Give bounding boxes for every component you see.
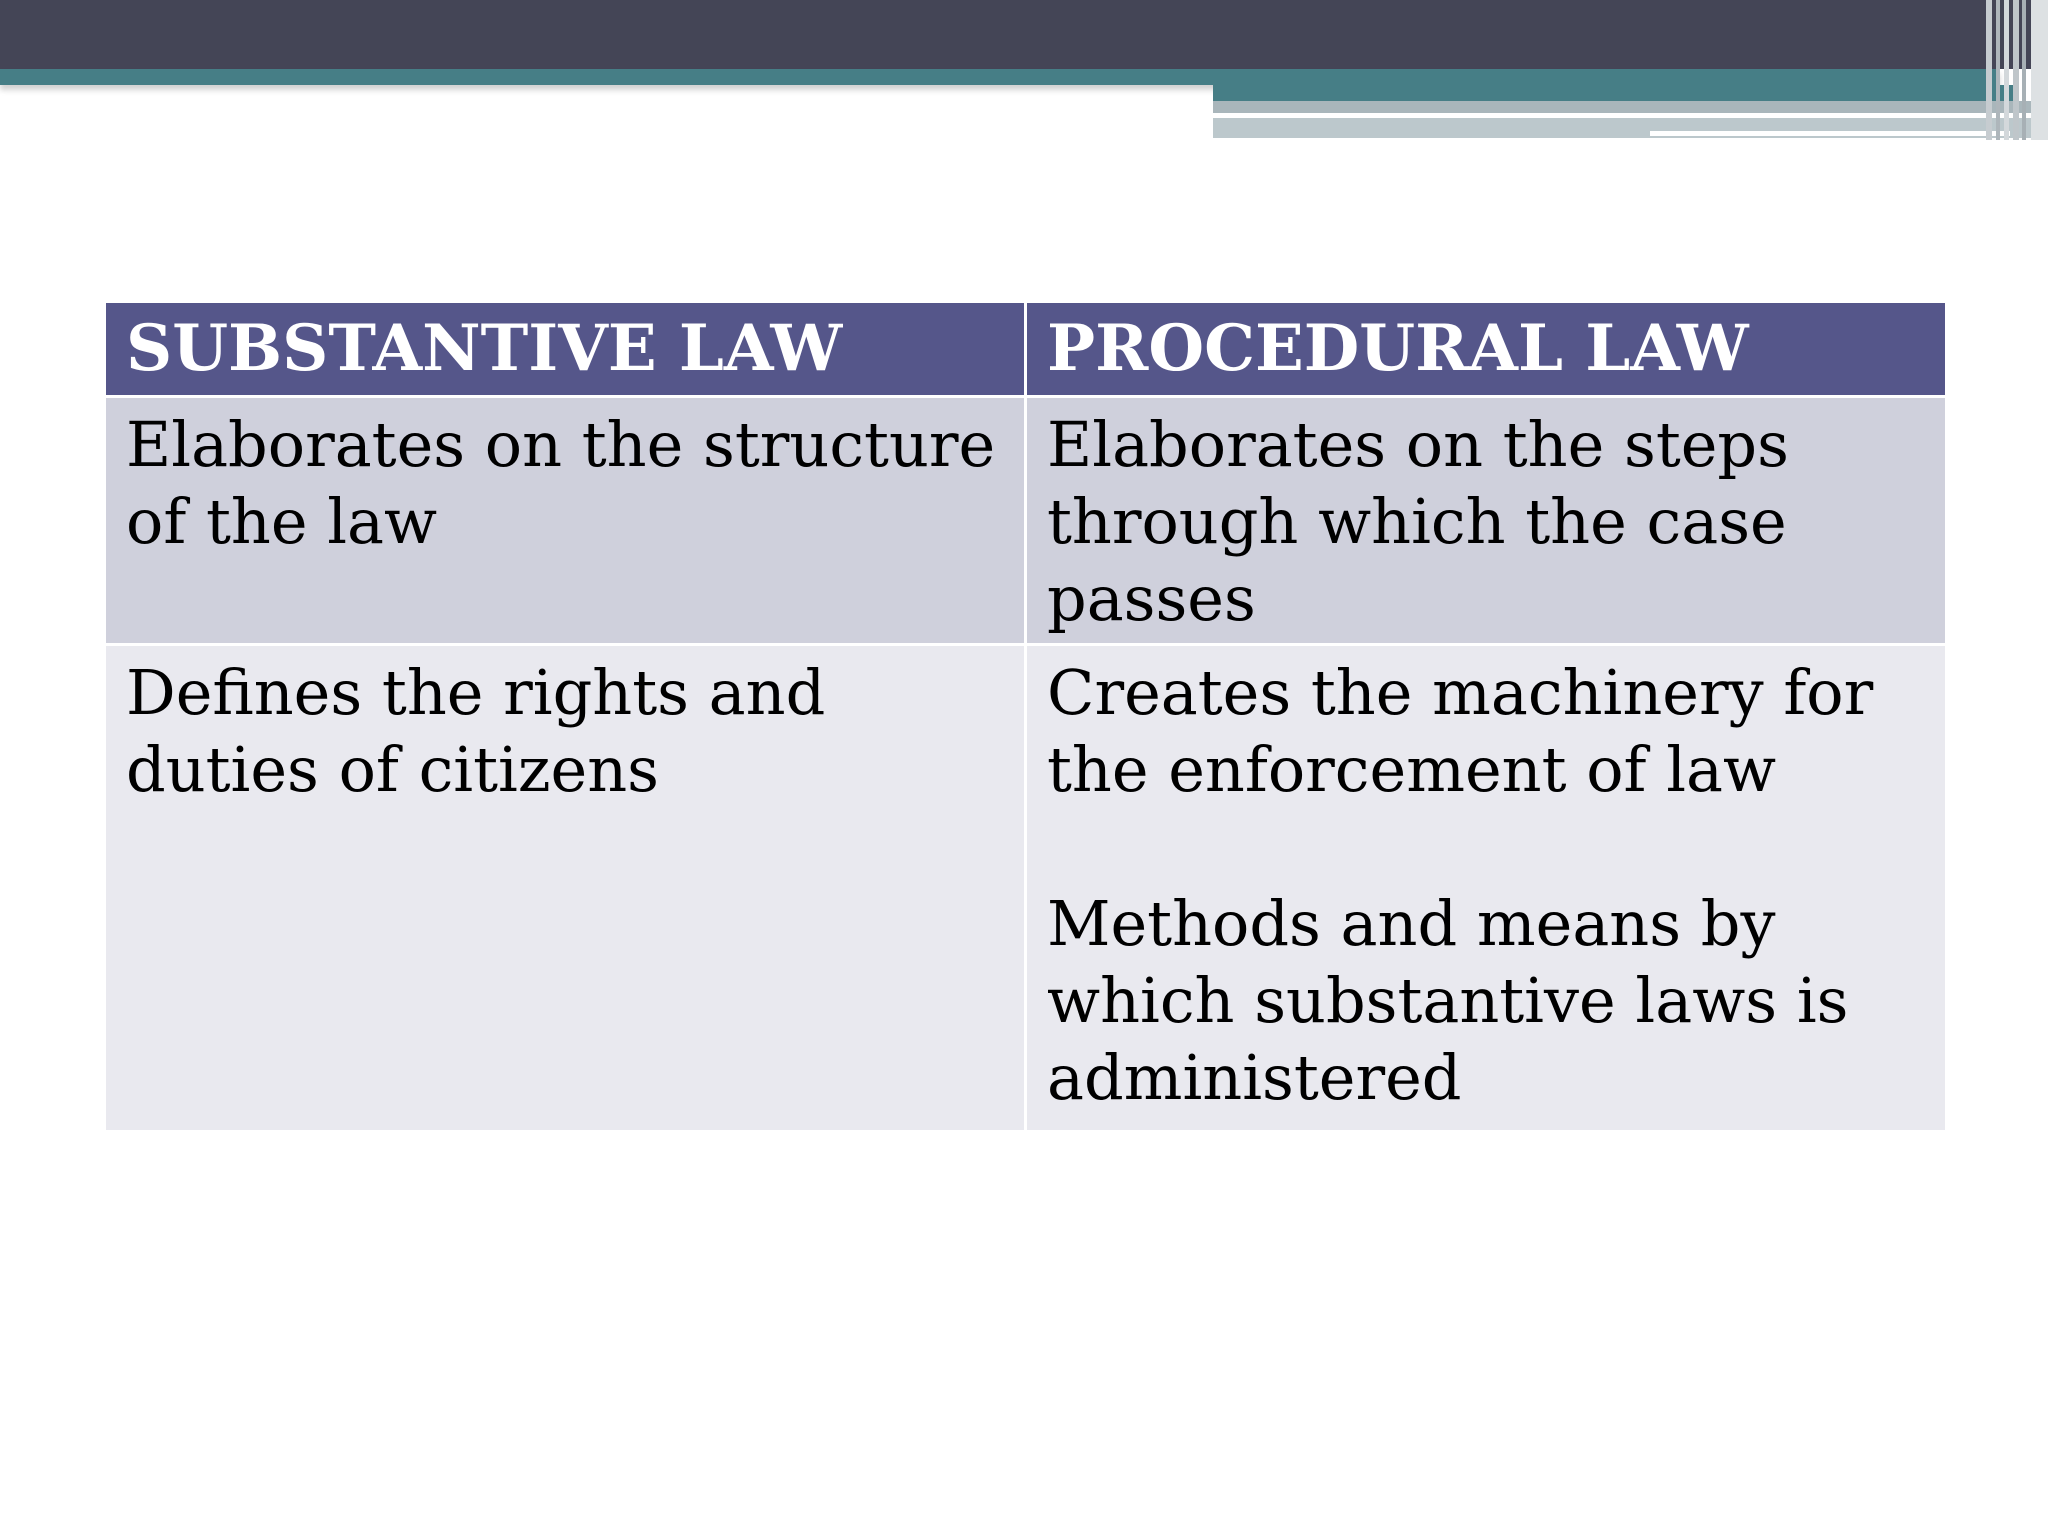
cell-text: Elaborates on the steps through which the case passes	[1047, 408, 1789, 635]
cell-procedural	[1026, 397, 1947, 645]
cell-text: Creates the machinery for the enforcement of law	[1047, 656, 1874, 806]
table-row	[105, 645, 1947, 1132]
decorative-vertical-bar	[2031, 0, 2048, 140]
decorative-vertical-bar	[2013, 0, 2019, 140]
decorative-vertical-bar	[1986, 0, 1992, 140]
comparison-table	[103, 300, 1948, 1133]
cell-text: Methods and means by which substantive laws is administered	[1047, 887, 1849, 1114]
cell-text: Elaborates on the structure of the law	[126, 408, 996, 558]
header-strip-white	[1650, 131, 2010, 136]
header-band-teal	[0, 69, 2000, 85]
cell-substantive	[105, 645, 1026, 1132]
cell-substantive	[105, 397, 1026, 645]
header-band-teal-right	[1213, 85, 2013, 101]
header-band-dark	[0, 0, 2048, 69]
header-procedural-law: PROCEDURAL LAW	[1026, 302, 1947, 397]
cell-text: Defines the rights and duties of citizens	[126, 656, 826, 806]
cell-procedural	[1026, 645, 1947, 1132]
header-strip-light	[1213, 101, 2048, 113]
header-substantive-law: SUBSTANTIVE LAW	[105, 302, 1026, 397]
paragraph-spacer	[1047, 808, 1925, 885]
decorative-vertical-bar	[2004, 0, 2009, 140]
decorative-vertical-bar	[1996, 0, 2000, 140]
table-header-row	[105, 302, 1947, 397]
table-row	[105, 397, 1947, 645]
decorative-vertical-bar	[2022, 0, 2026, 140]
